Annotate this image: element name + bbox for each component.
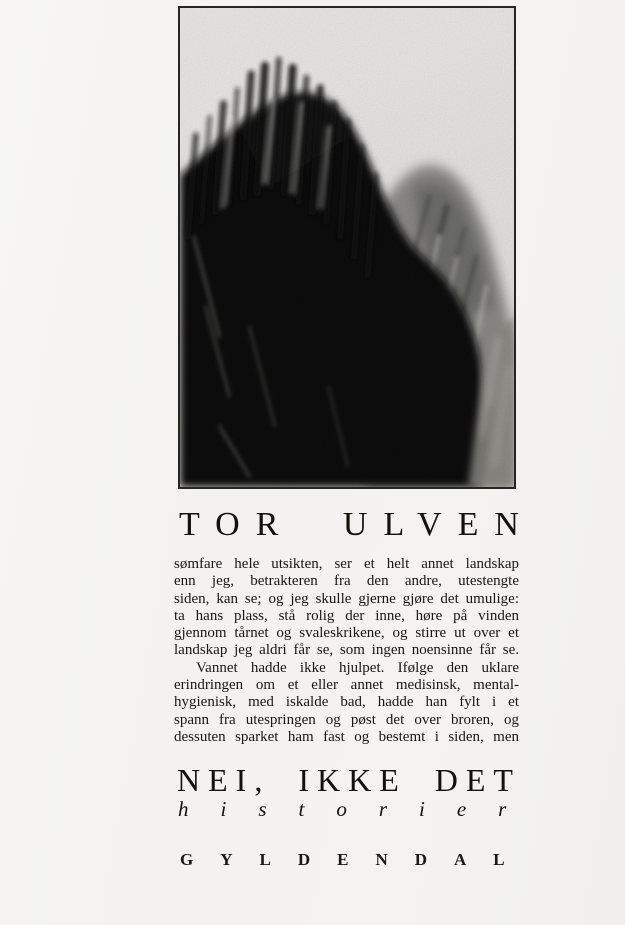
- cover-photo: [178, 6, 516, 489]
- publisher-name: GYLDENDAL: [180, 850, 532, 869]
- excerpt-line: gjennom tårnet og svaleskrikene, og stirre ut over et: [174, 625, 519, 642]
- excerpt-line: ta hans plass, stå rolig der inne, høre på vinden: [174, 607, 519, 624]
- excerpt-line: sømfare hele utsikten, ser et helt annet landskap: [174, 556, 519, 572]
- excerpt-line: enn jeg, betrakteren fra den andre, utestengte: [174, 573, 519, 590]
- excerpt-line: spann fra utespringen og pøst det over broren, og: [174, 711, 519, 728]
- cover-photo-art: [180, 8, 514, 487]
- excerpt-line: landskap jeg aldri får se, som ingen noensinne får se.: [174, 642, 519, 659]
- excerpt-line: erindringen om et eller annet medisinsk, mental-: [174, 677, 519, 694]
- subtitle-genre: historier: [178, 797, 539, 821]
- excerpt-line: siden, kan se; og jeg skulle gjerne gjøre det umulige:: [174, 590, 519, 607]
- excerpt-text: [174, 556, 519, 746]
- excerpt-line: Vannet hadde ikke hjulpet. Ifølge den uklare: [196, 659, 519, 676]
- excerpt-line: dessuten sparket ham fast og bestemt i siden, men: [174, 728, 519, 745]
- book-title: NEI, IKKE DET: [177, 762, 521, 798]
- author-name: TOR ULVEN: [179, 506, 535, 543]
- excerpt-line: hygienisk, med iskalde bad, hadde han fylt i et: [174, 694, 519, 711]
